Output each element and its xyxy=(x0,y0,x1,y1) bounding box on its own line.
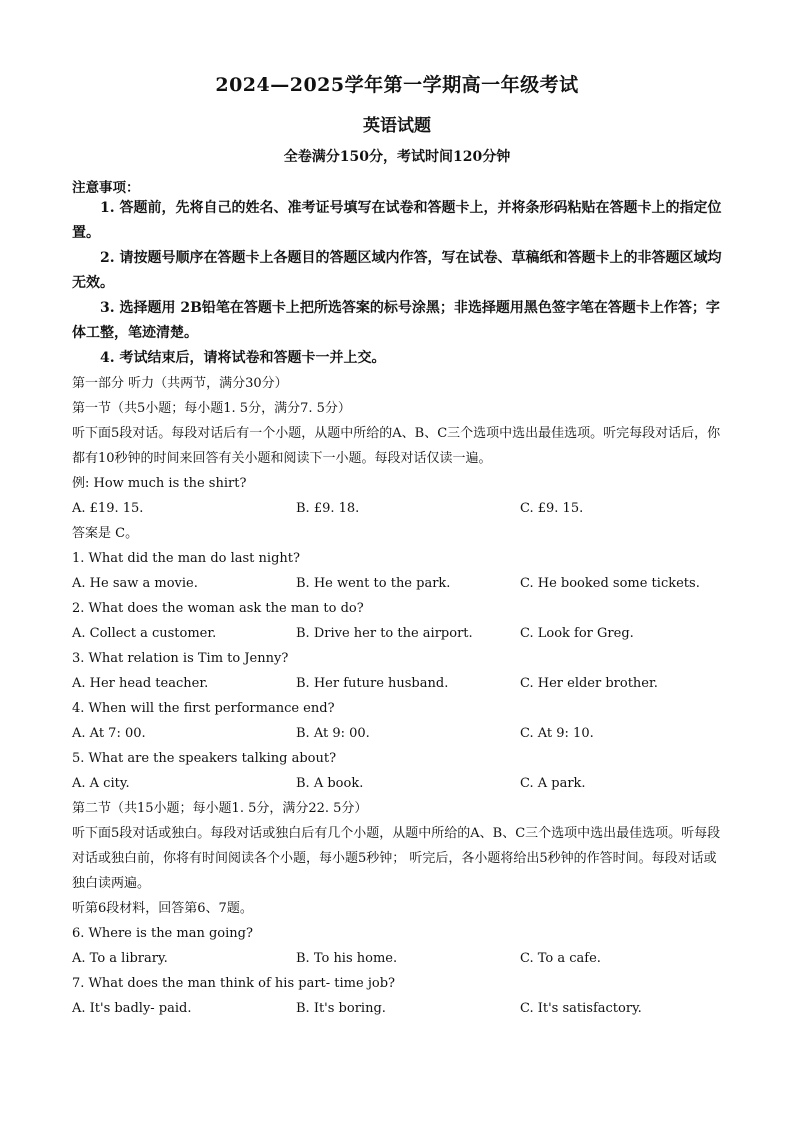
question-text: 2. What does the woman ask the man to do? xyxy=(72,601,364,616)
option-b: B. Her future husband. xyxy=(296,676,449,691)
example-options xyxy=(72,496,722,521)
option-b: B. A book. xyxy=(296,776,364,791)
notice-heading: 注意事项： xyxy=(72,180,140,196)
question-options xyxy=(72,771,722,796)
option-b: B. At 9: 00. xyxy=(296,726,370,741)
option-c: C. He booked some tickets. xyxy=(520,576,700,591)
option-a: A. It's badly- paid. xyxy=(72,1001,192,1016)
question-options xyxy=(72,571,722,596)
notice-item: 2. 请按题号顺序在答题卡上各题目的答题区域内作答，写在试卷、草稿纸和答题卡上的非答题区域均无效。 xyxy=(72,250,722,291)
notice-item: 3. 选择题用 2B铅笔在答题卡上把所选答案的标号涂黑；非选择题用黑色签字笔在答题卡上作答；字体工整，笔迹清楚。 xyxy=(72,300,720,341)
option-b: B. To his home. xyxy=(296,951,398,966)
question-options xyxy=(72,621,722,646)
question-options xyxy=(72,996,722,1021)
option-a: A. £19. 15. xyxy=(72,501,144,516)
option-c: C. Look for Greg. xyxy=(520,626,634,641)
question-text: 3. What relation is Tim to Jenny? xyxy=(72,651,289,666)
section2-instructions: 听下面5段对话或独白。每段对话或独白后有几个小题，从题中所给的A、B、C三个选项中选出最佳选项。听每段对话或独白前，你将有时间阅读各个小题，每小题5秒钟； 听完后，各小题将给出5秒钟的作答时间。每段对话或独白读两遍。 xyxy=(72,826,721,891)
question-options xyxy=(72,671,722,696)
option-b: B. Drive her to the airport. xyxy=(296,626,473,641)
option-c: C. To a cafe. xyxy=(520,951,601,966)
option-a: A. A city. xyxy=(72,776,130,791)
exam-subtitle: 英语试题 xyxy=(363,116,431,136)
material-note: 听第6段材料，回答第6、7题。 xyxy=(72,901,253,916)
part1-heading: 第一部分 听力（共两节，满分30分） xyxy=(72,376,288,391)
notice-item: 4. 考试结束后，请将试卷和答题卡一并上交。 xyxy=(100,350,386,366)
option-c: C. A park. xyxy=(520,776,586,791)
option-c: C. It's satisfactory. xyxy=(520,1001,642,1016)
notice-item: 1. 答题前，先将自己的姓名、准考证号填写在试卷和答题卡上，并将条形码粘贴在答题卡上的指定位置。 xyxy=(72,200,722,241)
question-text: 5. What are the speakers talking about? xyxy=(72,751,337,766)
exam-page xyxy=(72,62,722,1021)
option-a: A. Collect a customer. xyxy=(72,626,217,641)
question-text: 4. When will the first performance end? xyxy=(72,701,335,716)
option-b: B. £9. 18. xyxy=(296,501,360,516)
section1-heading: 第一节（共5小题；每小题1. 5分，满分7. 5分） xyxy=(72,401,351,416)
section1-instructions: 听下面5段对话。每段对话后有一个小题，从题中所给的A、B、C三个选项中选出最佳选项。听完每段对话后，你都有10秒钟的时间来回答有关小题和阅读下一小题。每段对话仅读一遍。 xyxy=(72,426,721,466)
option-a: A. At 7: 00. xyxy=(72,726,146,741)
option-c: C. Her elder brother. xyxy=(520,676,658,691)
section2-heading: 第二节（共15小题；每小题1. 5分，满分22. 5分） xyxy=(72,801,368,816)
question-options xyxy=(72,946,722,971)
example-question: 例: How much is the shirt? xyxy=(72,476,247,491)
score-line: 全卷满分150分，考试时间120分钟 xyxy=(283,149,511,165)
example-answer: 答案是 C。 xyxy=(72,526,139,541)
option-c: C. £9. 15. xyxy=(520,501,584,516)
question-text: 7. What does the man think of his part- time job? xyxy=(72,976,395,991)
option-a: A. He saw a movie. xyxy=(72,576,198,591)
question-text: 6. Where is the man going? xyxy=(72,926,253,941)
option-b: B. It's boring. xyxy=(296,1001,386,1016)
option-a: A. Her head teacher. xyxy=(72,676,209,691)
exam-title: 2024—2025学年第一学期高一年级考试 xyxy=(215,74,579,96)
question-options xyxy=(72,721,722,746)
question-text: 1. What did the man do last night? xyxy=(72,551,300,566)
option-a: A. To a library. xyxy=(72,951,168,966)
option-b: B. He went to the park. xyxy=(296,576,451,591)
option-c: C. At 9: 10. xyxy=(520,726,594,741)
